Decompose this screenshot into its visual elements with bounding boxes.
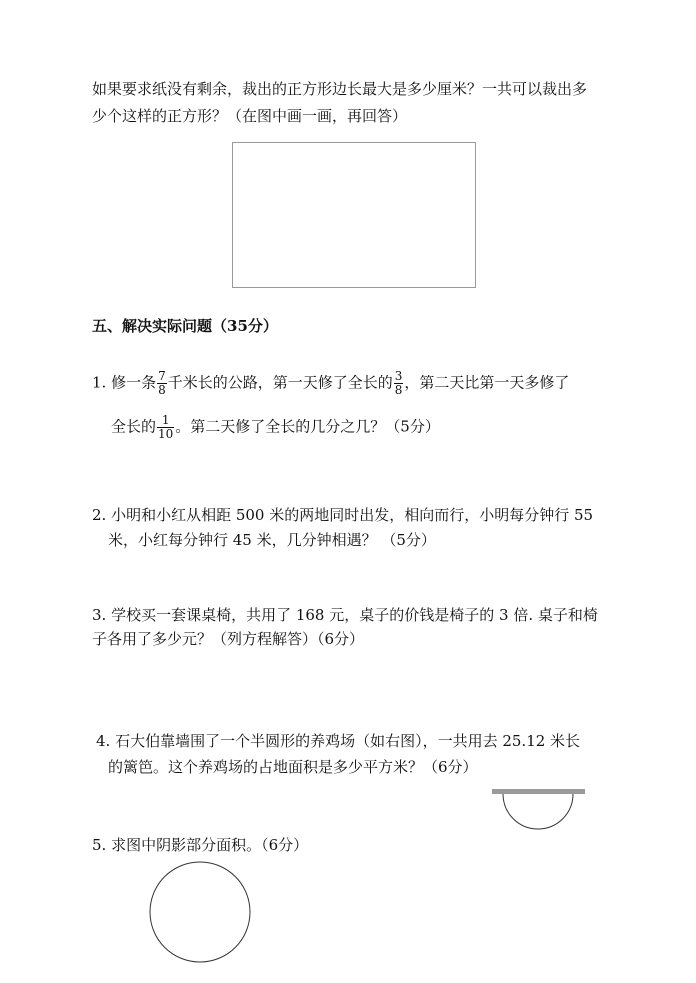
- circle-figure: [146, 858, 254, 966]
- semicircle-henhouse-figure: [500, 794, 576, 834]
- q1-text-b: 千米长的公路，第一天修了全长的: [167, 373, 393, 392]
- intro-line-1: 如果要求纸没有剩余，裁出的正方形边长最大是多少厘米？一共可以裁出多: [92, 80, 588, 98]
- question-4-line-2: 的篱笆。这个养鸡场的占地面积是多少平方米？（6分）: [108, 758, 478, 776]
- fraction-denominator: 8: [158, 383, 166, 397]
- question-3-line-2: 子各用了多少元？（列方程解答）（6分）: [92, 630, 365, 648]
- question-1-line-1: [92, 370, 569, 397]
- question-2-line-2: 米，小红每分钟行 45 米，几分钟相遇？ （5分）: [108, 531, 436, 549]
- question-2-line-1: 2. 小明和小红从相距 500 米的两地同时出发，相向而行，小明每分钟行 55: [92, 506, 594, 524]
- rectangle-paper-figure: [232, 142, 476, 288]
- question-5-line-1: 5. 求图中阴影部分面积。（6分）: [92, 836, 309, 854]
- question-4-line-1: 4. 石大伯靠墙围了一个半圆形的养鸡场（如右图），一共用去 25.12 米长: [96, 732, 581, 750]
- fraction-denominator: 10: [158, 427, 174, 441]
- fraction-numerator: 1: [157, 414, 174, 428]
- question-1-line-2: [111, 414, 440, 441]
- q1-text-e: 。第二天修了全长的几分之几？（5分）: [175, 417, 440, 436]
- question-3-line-1: 3. 学校买一套课桌椅，共用了 168 元，桌子的价钱是椅子的 3 倍. 桌子和椅: [92, 606, 598, 624]
- fraction-seven-eighths: [157, 370, 167, 397]
- fraction-numerator: 3: [394, 369, 403, 383]
- fraction-denominator: 8: [394, 383, 403, 397]
- fraction-numerator: 7: [158, 369, 166, 383]
- intro-line-2: 少个这样的正方形？（在图中画一画，再回答）: [92, 107, 408, 125]
- q1-text-a: 1. 修一条: [92, 373, 157, 392]
- fraction-one-tenth: [157, 414, 174, 441]
- q1-text-c: ，第二天比第一天多修了: [404, 373, 570, 392]
- section-title: 五、解决实际问题（35分）: [92, 317, 278, 335]
- q1-text-d: 全长的: [111, 417, 157, 436]
- fraction-three-eighths: [394, 370, 404, 397]
